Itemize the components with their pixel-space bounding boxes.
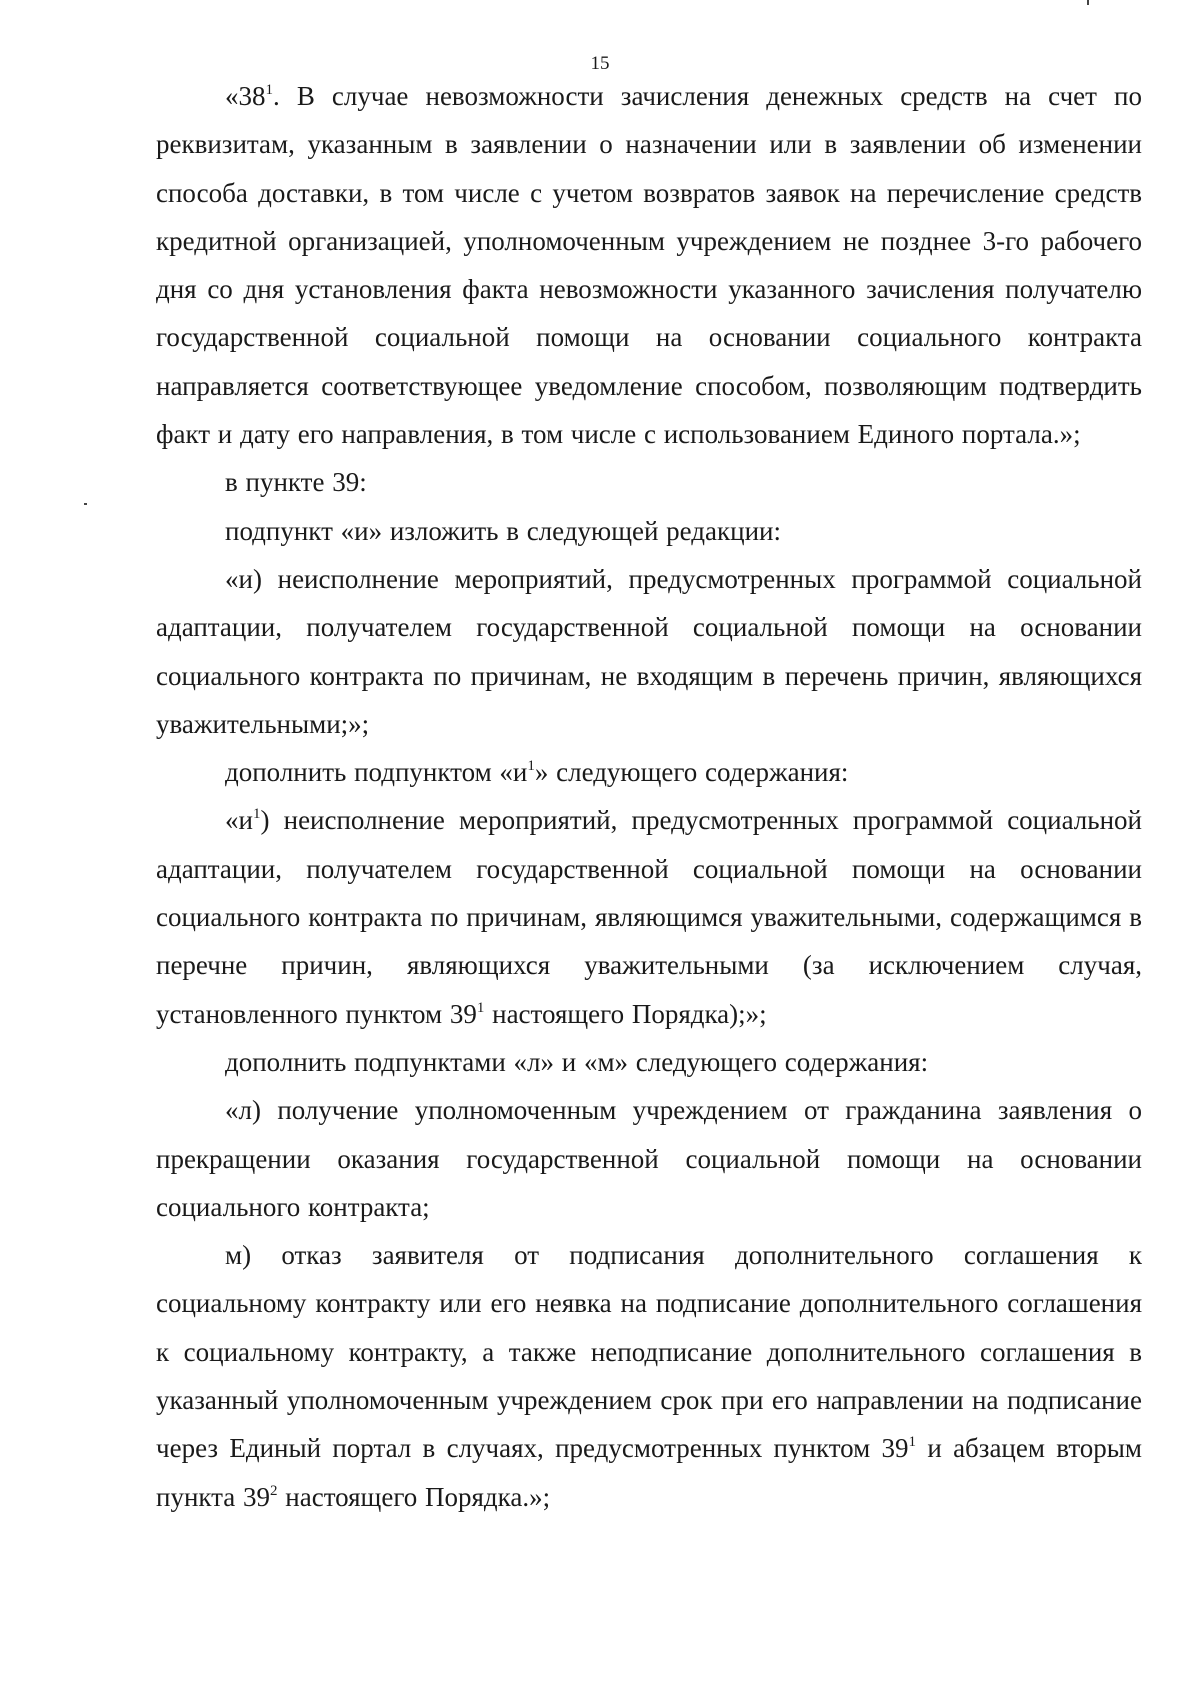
paragraph-38-1: «$38^1$. В случае невозможности зачисления денежных средств на счет по реквизитам, указанным в заявлении о назначении или в заявлении об изменении способа доставки, в том числе с учетом возвратов заявок на перечисление средств кредитной организацией, уполномоченным учреждением не позднее 3-го рабочего дня со дня установления факта невозможности указанного зачисления получателю государственной социальной помощи на основании социального контракта направляется соответствующее уведомление способом, позволяющим подтвердить факт и дату его направления, в том числе с использованием Единого портала.»; (156, 81, 1142, 450)
superscript: 1 (252, 806, 261, 823)
superscript: 1 (527, 758, 535, 775)
document-body (156, 72, 1142, 1521)
paragraph-subpoint-m: м) отказ заявителя от подписания дополнительного соглашения к социальному контракту или его неявка на подписание дополнительного соглашения к социальному контракту, а также неподписание дополнительного соглашения в указанный уполномоченным учреждением срок при его направлении на подписание через Единый портал в случаях, предусмотренных пунктом $39^1$ и абзацем вторым пункта $39^2$ настоящего Порядка.»; (156, 1240, 1142, 1512)
scan-speck (1087, 0, 1089, 5)
superscript: 1 (265, 82, 273, 98)
paragraph-subpoint-i1: «$и^1$) неисполнение мероприятий, предусмотренных программой социальной адаптации, получателем государственной социальной помощи на основании социального контракта по причинам, являющимся уважительными, содержащимся в перечне причин, являющихся уважительными (за исключением случая, установленного пунктом $39^1$ настоящего Порядка);»; (156, 805, 1142, 1029)
paragraph-subpoints-l-m-intro: дополнить подпунктами «л» и «м» следующего содержания: (225, 1046, 929, 1077)
scan-speck (84, 503, 87, 505)
page-number: 15 (590, 53, 610, 74)
superscript: 1 (908, 1434, 917, 1451)
paragraph-subpoint-l: «л) получение уполномоченным учреждением от гражданина заявления о прекращении оказания государственной социальной помощи на основании социального контракта; (156, 1095, 1142, 1222)
superscript: 1 (476, 999, 485, 1016)
paragraph-subpoint-i1-intro: дополнить подпунктом «$и^1$» следующего содержания: (225, 757, 849, 788)
superscript: 2 (270, 1482, 278, 1499)
paragraph-point-39: в пункте 39: (225, 467, 367, 498)
paragraph-subpoint-i: «и) неисполнение мероприятий, предусмотренных программой социальной адаптации, получателем государственной социальной помощи на основании социального контракта по причинам, не входящим в перечень причин, являющихся уважительными;»; (156, 563, 1142, 739)
paragraph-subpoint-i-intro: подпункт «и» изложить в следующей редакции: (225, 515, 781, 546)
